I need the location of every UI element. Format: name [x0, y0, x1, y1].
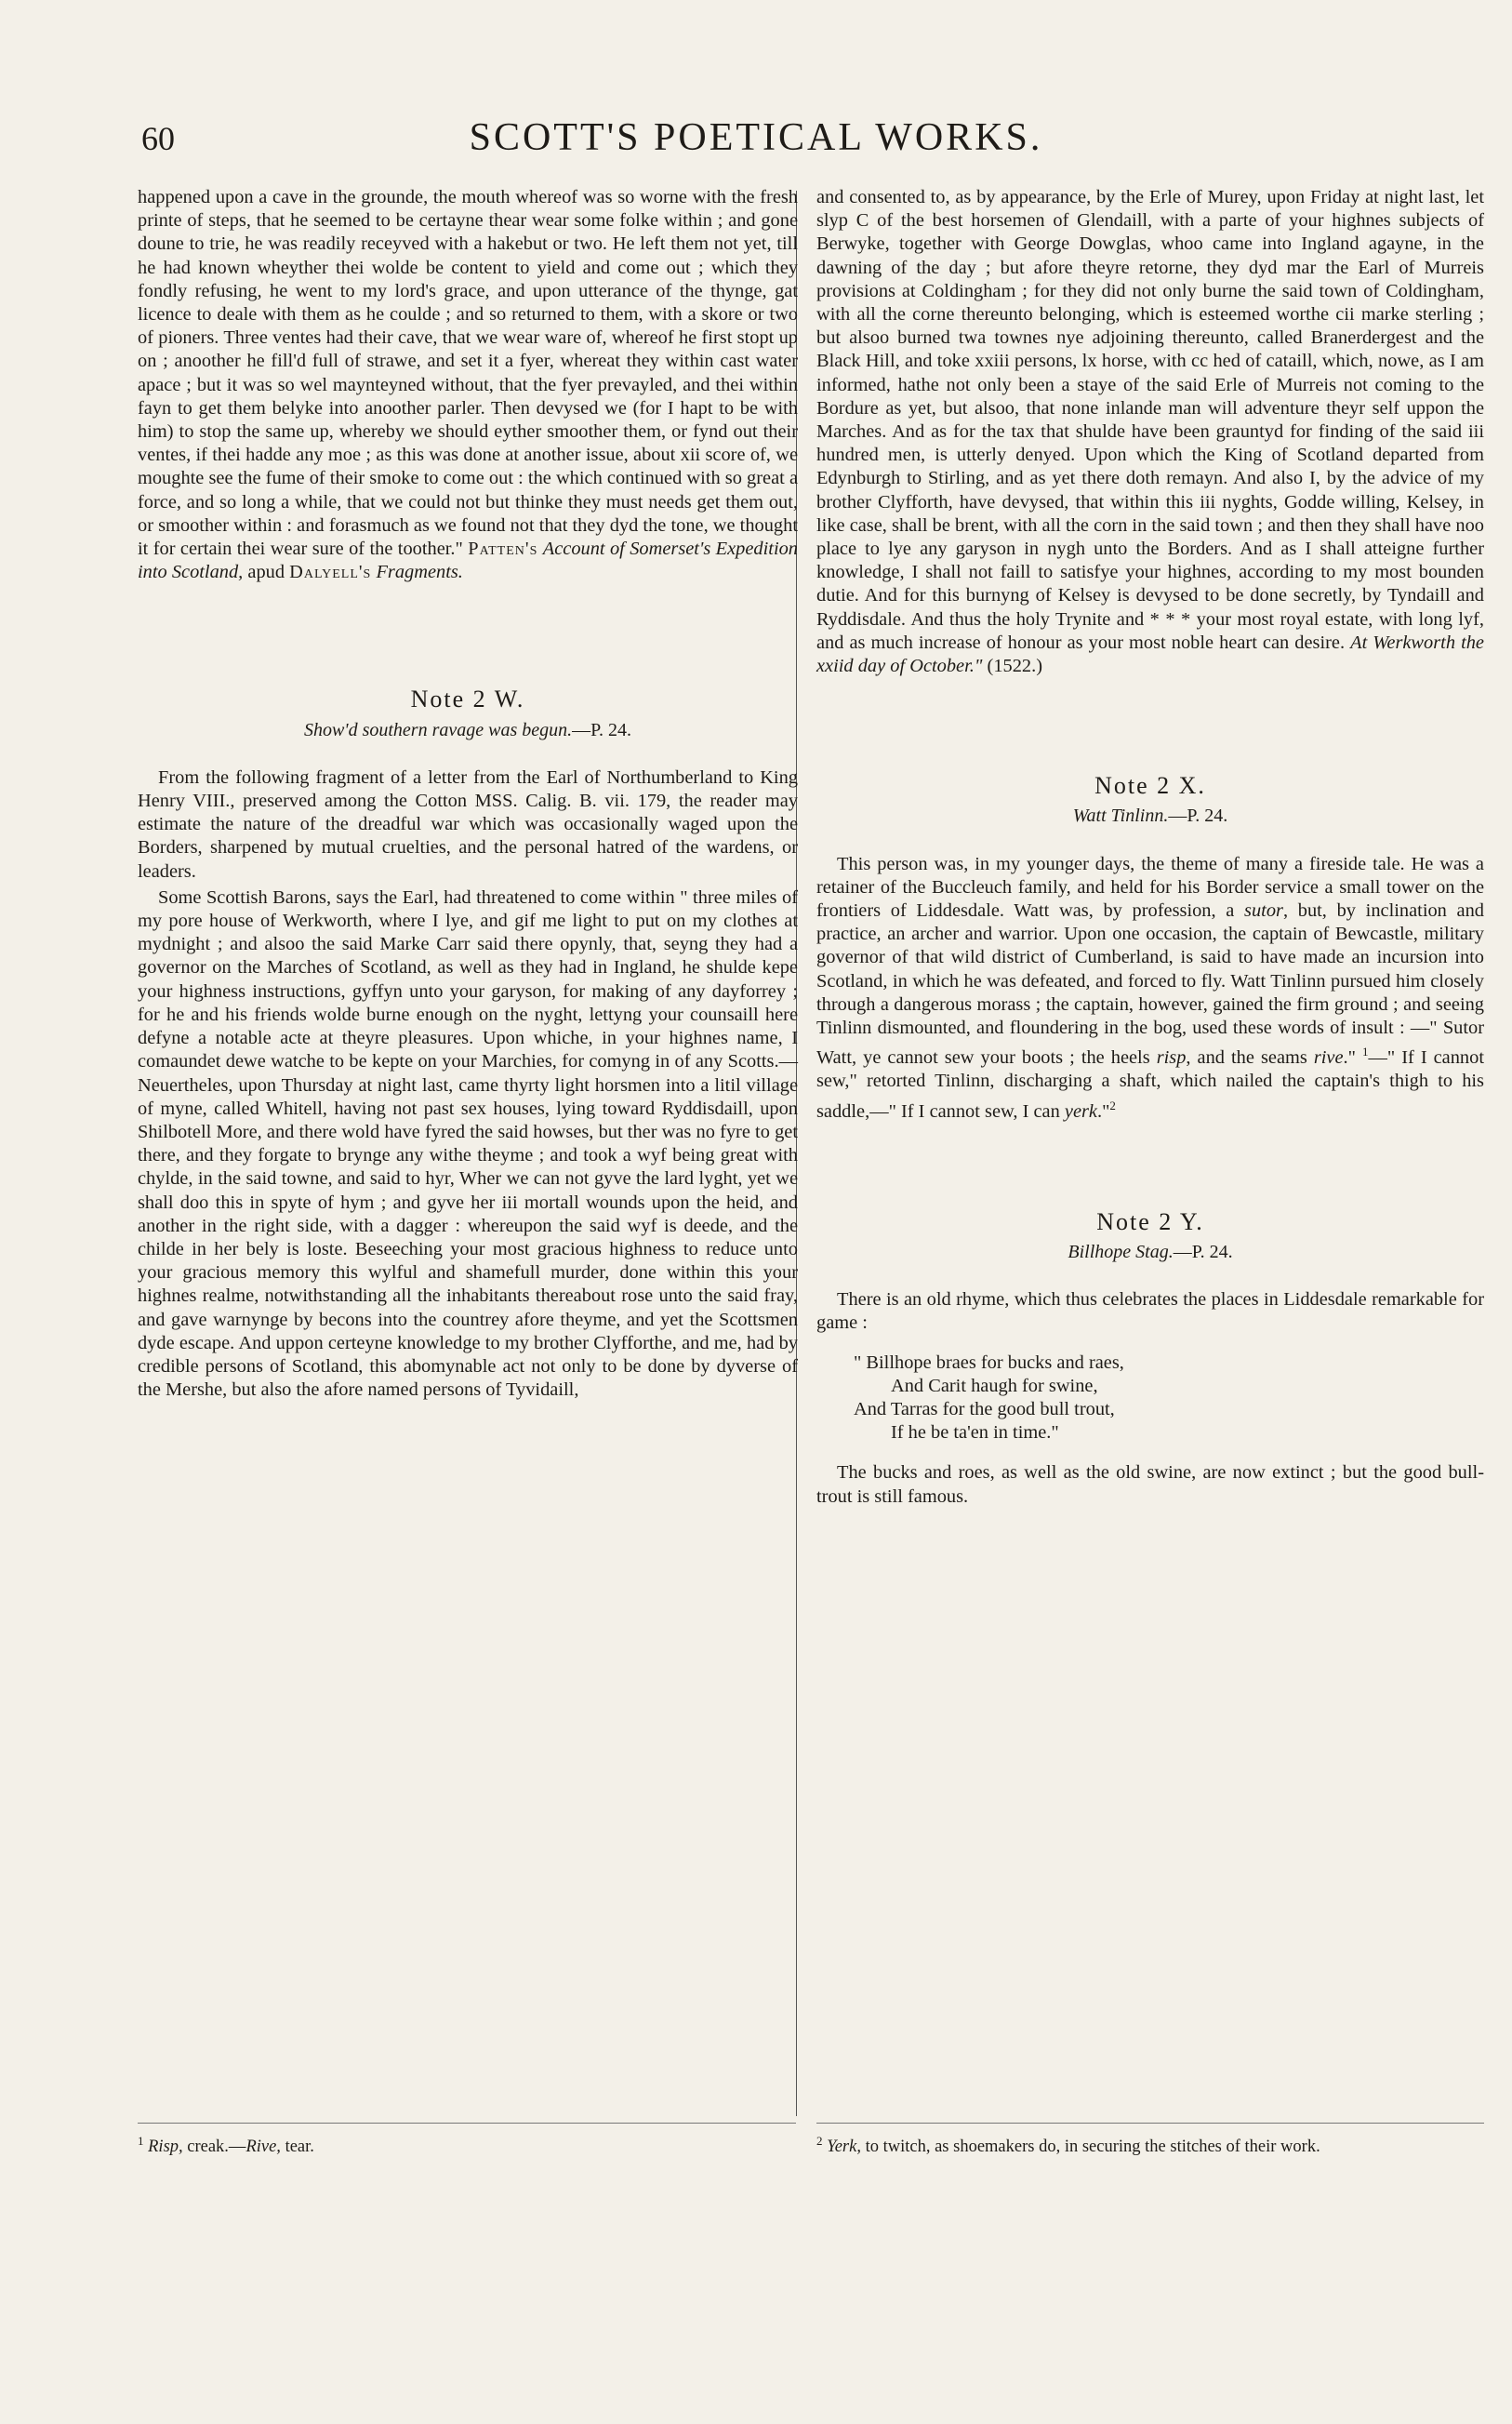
citation-work: Account of Somerset's Expedition into Scotland, — [138, 539, 798, 583]
note-w-ref-quote: Show'd southern ravage was begun. — [303, 719, 573, 740]
note-y-heading: Note 2 Y. — [1096, 1207, 1204, 1235]
citation-author-2: Dalyell's — [289, 562, 372, 583]
citation-work-2: Fragments. — [376, 562, 463, 583]
note-x-text-c: , and the seams — [1186, 1047, 1314, 1069]
note-x-text-a: This person was, in my younger days, the theme of many a fireside tale. He was a retainer of the Buccleuch family, and held for his Border service a small tower on the frontiers of Liddesdale. Watt was, by profession, a — [816, 853, 1484, 922]
note-x-footnote-marker-2: 2 — [1109, 1098, 1116, 1112]
note-x-text-b: , but, by inclination and practice, an archer and warrior. Upon one occasion, the captain of Bewcastle, military governor of that wild district of Cumberland, is said to have made an incursion into Scotland, in which he was defeated, and forced to fly. Watt Tinlinn pursued him closely through a dangerous morass ; the captain, however, gained the firm ground ; and seeing Tinlinn dismounted, and floundering in the bog, used these words of insult : —" Sutor Watt, ye cannot sew your boots ; the heels — [816, 900, 1484, 1069]
note-y-ref-page: —P. 24. — [1173, 1241, 1233, 1262]
footnote-rule-right — [816, 2123, 1484, 2124]
note-x-rive: rive — [1313, 1047, 1344, 1069]
note-w-paragraph-2: Some Scottish Barons, says the Earl, had threatened to come within " three miles of my pore house of Werkworth, where I lye, and gif me light to put on my clothes at mydnight ; and alsoo the said Marke Carr said there opynly, that, seyng they had a governor on the Marches of Scotland, as well as they had in Ingland, he shulde kepe your highness instructions, gyffyn unto your garyson, for making of any dayforrey ; for he and his friends wolde burne enough on the nyght, lettyng your counsaill here defyne a notable acte at theyre pleasures. Upon whiche, in your highnes name, I comaundet dewe watche to be kepte on your Marchies, for comyng in of any Scotts.—Neuertheles, upon Thursday at night last, came thyrty light horsmen into a litil village of myne, called Whitell, having not past sex houses, lying toward Ryddisdaill, upon Shilbotell More, and there wold have fyred the said howses, but ther was no fyre to get there, and they forgate to brynge any withe theyme ; and took a wyf being great with chylde, in the said towne, and said to hyr, Wher we can not gyve the lard lyght, yet we shall doo this in spyte of hym ; and gyve her iii mortall wounds upon the heid, and another in the right side, with a dagger : whereupon the said wyf is deede, and the childe in her bely is loste. Beseeching your most gracious highness to reduce unto your gracious memory this wylful and shamefull murder, done within this your highnes realme, notwithstanding all the inhabitants thereabout rose unto the said fray, and gave warnynge by becons into the countrey afore theyme, and yet the Scottsmen dyde escape. And uppon certeyne knowledge to my brother Clyfforthe, and me, had by credible persons of Scotland, this abomynable act not only to be done by dyverse of the Mershe, but also the afore named persons of Tyvidaill, — [138, 886, 798, 1401]
footnote-right — [816, 2130, 1484, 2158]
letter-continuation — [816, 186, 1484, 678]
note-y-outro: The bucks and roes, as well as the old swine, are now extinct ; but the good bull-trout is still famous. — [816, 1462, 1484, 1507]
footnote-left — [138, 2130, 314, 2158]
note-y-reference — [816, 1241, 1484, 1264]
left-column — [138, 186, 798, 1405]
note-x-paragraph — [816, 853, 1484, 1124]
note-y-intro: There is an old rhyme, which thus celebrates the places in Liddesdale remarkable for game : — [816, 1288, 1484, 1334]
note-x-heading: Note 2 X. — [1094, 772, 1206, 800]
letter-closing-year: (1522.) — [987, 656, 1043, 677]
letter-closing-place: At Werkworth the xxiid day of October." — [816, 632, 1484, 677]
note-w-paragraph-1: From the following fragment of a letter from the Earl of Northumberland to King Henry VIII., preserved among the Cotton MSS. Calig. B. vii. 179, the reader may estimate the nature of the dreadful war which was occasionally waged upon the Borders, sharpened by mutual cruelties, and the personal hatred of the wardens, or leaders. — [138, 766, 798, 882]
footnote-gloss: to twitch, as shoemakers do, in securing the stitches of their work. — [860, 2138, 1320, 2157]
footnote-marker: 2 — [816, 2134, 823, 2148]
footnote-term: Risp, — [148, 2138, 183, 2157]
footnote-rule-left — [138, 2123, 796, 2124]
note-x-text-d: ." — [1343, 1047, 1362, 1069]
note-x-text-f: ." — [1096, 1100, 1110, 1122]
note-x-text-e: —" If I cannot sew," retorted Tinlinn, discharging a shaft, which nailed the captain's thigh to his saddle,—" If I cannot sew, I can — [816, 1047, 1484, 1122]
note-x-ref-page: —P. 24. — [1168, 806, 1228, 827]
note-w-ref-page: —P. 24. — [572, 719, 632, 740]
verse-line: And Tarras for the good bull trout, — [854, 1399, 1115, 1420]
running-title: SCOTT'S POETICAL WORKS. — [469, 116, 1043, 159]
note-y-verse — [854, 1352, 1484, 1445]
citation-apud: apud — [247, 562, 290, 583]
verse-line: " Billhope braes for bucks and raes, — [854, 1352, 1124, 1374]
verse-line: And Carit haugh for swine, — [891, 1376, 1098, 1397]
right-column — [816, 186, 1484, 1512]
letter-continuation-text: and consented to, as by appearance, by the Erle of Murey, upon Friday at night last, let slyp C of the best horsemen of Glendaill, with a parte of your highnes subjects of Berwyke, together with George Dowglas, whoo came into Ingland agayne, in the dawning of the day ; but afore theyre retorne, they dyd mar the Earl of Murreis provisions at Coldingham ; for they did not only burne the said town of Coldingham, with all the corne thereunto belonging, which is esteemed worthe cii marke sterling ; but alsoo burned twa townes nye adjoining thereunto, called Branerdergest and the Black Hill, and toke xxiii persons, lx horse, with cc hed of cataill, which, nowe, as I am informed, hathe not only been a staye of the said Erle of Murreis not coming to the Bordure as yet, but alsoo, that none inlande man will adventure theyr self uppon the Marches. And as for the tax that shulde have been grauntyd for finding of the said iii hundred men, is utterly denyed. Upon which the King of Scotland departed from Edynburgh to Stirling, and as yet there doth remayn. And also I, by the advice of my brother Clyfforth, have devysed, that within this iii nyghts, Godde willing, Kelsey, in like case, shall be brent, with all the corn in the said town ; and then they shall have noo place to lye any garyson in nygh unto the Borders. And as I shall atteigne further knowledge, I shall not faill to satisfye your highnes, according to my most bounden dutie. And for this burnyng of Kelsey is devysed to be done secretly, by Tyndaill and Ryddisdale. And thus the holy Trynite and * * * your most royal estate, with long lyf, and as much increase of honour as your most noble heart can desire. — [816, 187, 1484, 653]
opening-paragraph — [138, 186, 798, 584]
footnote-term: Yerk, — [827, 2138, 861, 2157]
note-x-footnote-marker-1: 1 — [1361, 1045, 1369, 1059]
note-x-risp: risp — [1156, 1047, 1187, 1069]
note-w-reference — [138, 719, 798, 742]
footnote-gloss-2: tear. — [280, 2138, 314, 2157]
note-x-ref-quote: Watt Tinlinn. — [1072, 806, 1169, 827]
verse-line: If he be ta'en in time." — [891, 1422, 1059, 1444]
note-w-heading: Note 2 W. — [410, 686, 525, 713]
footnote-marker: 1 — [138, 2134, 144, 2148]
note-y-ref-quote: Billhope Stag. — [1068, 1241, 1174, 1262]
note-x-yerk: yerk — [1064, 1100, 1097, 1122]
note-x-sutor: sutor — [1244, 900, 1283, 922]
note-x-reference — [816, 805, 1484, 828]
citation-author: Patten's — [468, 539, 538, 560]
footnote-term-2: Rive, — [245, 2138, 281, 2157]
footnote-gloss: creak.— — [182, 2138, 246, 2157]
opening-paragraph-text: happened upon a cave in the grounde, the mouth whereof was so worne with the fresh printe of steps, that he seemed to be certayne thear wear some folke within ; and gone doune to trie, he was readily receyved with a hakebut or two. He left them not yet, till he had known wheyther thei wolde be content to yield and come out ; which they fondly refusing, he went to my lord's grace, and upon utterance of the thynge, gat licence to deale with them as he coulde ; and so returned to them, with a skore or two of pioners. Three ventes had their cave, that we wear ware of, whereof he first stopt up on ; anoother he fill'd full of strawe, and set it a fyer, whereat they within cast water apace ; but it was so wel maynteyned without, that the fyer prevayled, and thei within fayn to get them belyke into anoother parler. Then devysed we (for I hapt to be with him) to stop the same up, whereby we should eyther smoother them, or fynd out their ventes, if thei hadde any moe ; as this was done at another issue, about xii score of, we moughte see the fume of their smoke to come out : the which continued with so great a force, and so long a while, that we could not but thinke they must needs get them out, or smoother within : and forasmuch as we found not that they dyd the tone, we thought it for certain thei wear sure of the toother." — [138, 187, 798, 560]
page-number: 60 — [141, 120, 175, 157]
